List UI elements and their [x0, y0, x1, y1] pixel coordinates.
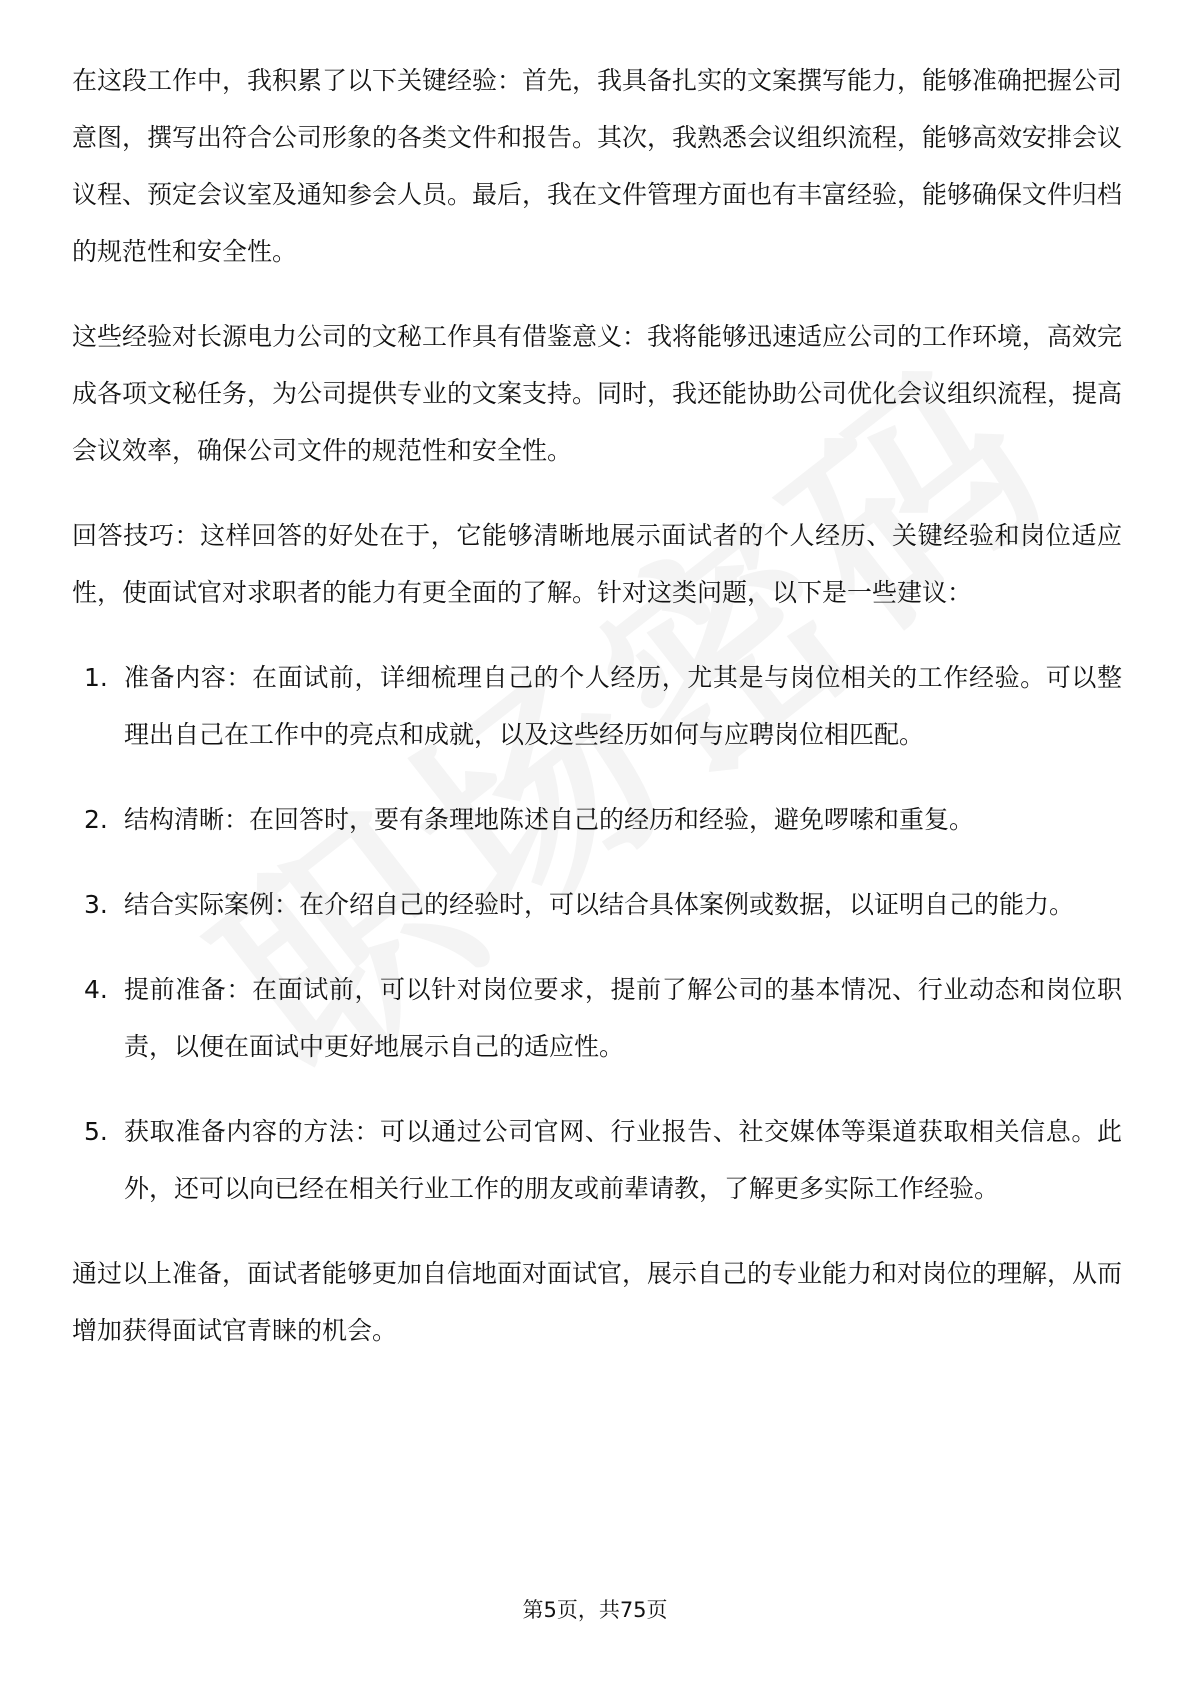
list-item-text: 准备内容：在面试前，详细梳理自己的个人经历，尤其是与岗位相关的工作经验。可以整理出自己在工作中的亮点和成就，以及这些经历如何与应聘岗位相匹配。	[124, 663, 1122, 749]
document-body	[72, 52, 1122, 1387]
paragraph-experience: 在这段工作中，我积累了以下关键经验：首先，我具备扎实的文案撰写能力，能够准确把握公司意图，撰写出符合公司形象的各类文件和报告。其次，我熟悉会议组织流程，能够高效安排会议议程、预定会议室及通知参会人员。最后，我在文件管理方面也有丰富经验，能够确保文件归档的规范性和安全性。	[72, 66, 1123, 266]
list-number: 3.	[84, 890, 108, 919]
list-number: 4.	[84, 975, 108, 1004]
paragraph-relevance: 这些经验对长源电力公司的文秘工作具有借鉴意义：我将能够迅速适应公司的工作环境，高效完成各项文秘任务，为公司提供专业的文案支持。同时，我还能协助公司优化会议组织流程，提高会议效率，确保公司文件的规范性和安全性。	[72, 322, 1123, 465]
list-number: 2.	[84, 805, 108, 834]
suggestion-list	[72, 649, 1122, 1217]
list-item	[72, 1103, 1122, 1217]
list-item	[72, 876, 1122, 933]
list-item	[72, 649, 1122, 763]
list-number: 1.	[84, 663, 108, 692]
paragraph-answer-tips: 回答技巧：这样回答的好处在于，它能够清晰地展示面试者的个人经历、关键经验和岗位适应性，使面试官对求职者的能力有更全面的了解。针对这类问题，以下是一些建议：	[72, 521, 1122, 607]
page-footer: 第5页，共75页	[522, 1598, 668, 1622]
list-item-text: 结合实际案例：在介绍自己的经验时，可以结合具体案例或数据，以证明自己的能力。	[124, 890, 1075, 919]
list-item-text: 获取准备内容的方法：可以通过公司官网、行业报告、社交媒体等渠道获取相关信息。此外，还可以向已经在相关行业工作的朋友或前辈请教，了解更多实际工作经验。	[124, 1117, 1122, 1203]
list-number: 5.	[84, 1117, 108, 1146]
list-item-text: 结构清晰：在回答时，要有条理地陈述自己的经历和经验，避免啰嗦和重复。	[124, 805, 975, 834]
list-item-text: 提前准备：在面试前，可以针对岗位要求，提前了解公司的基本情况、行业动态和岗位职责，以便在面试中更好地展示自己的适应性。	[124, 975, 1122, 1061]
list-item	[72, 791, 1122, 848]
paragraph-closing: 通过以上准备，面试者能够更加自信地面对面试官，展示自己的专业能力和对岗位的理解，从而增加获得面试官青睐的机会。	[72, 1259, 1123, 1345]
list-item	[72, 961, 1122, 1075]
